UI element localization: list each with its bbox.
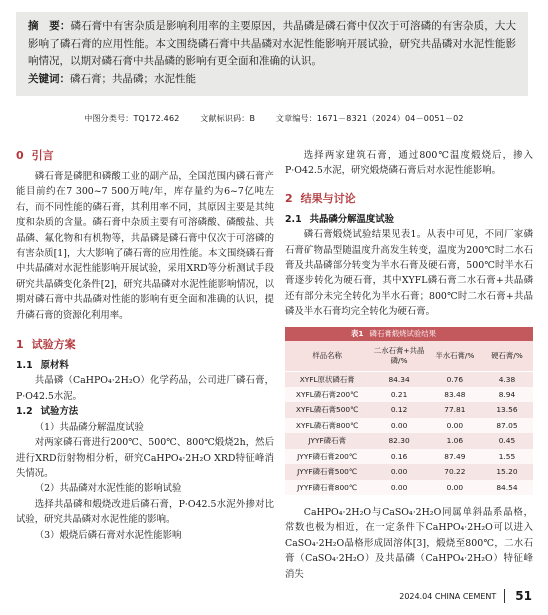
page-number: 51 [515,589,532,603]
left-column [16,148,274,543]
value-cell: 1.06 [429,433,481,448]
classification-info [0,113,548,124]
section1-1-heading: 1.1 原材料 [16,360,69,372]
table-header-cell: 半水石膏/% [429,341,481,372]
value-cell: 0.76 [429,371,481,387]
method-item-2-paragraph: 选择共晶磷和煅烧改进后磷石膏，P·O42.5水泥外掺对比试验，研究共晶磷对水泥性能的影响。 [16,498,274,526]
table-row [285,464,533,479]
value-cell: 84.34 [369,371,429,387]
value-cell: 0.00 [369,418,429,433]
value-cell: 4.38 [481,371,533,387]
after-table-paragraph: CaHPO₄·2H₂O与CaSO₄·2H₂O同属单斜晶系晶格，常数也极为相近，在一定条件下CaHPO₄·2H₂O可以进入CaSO₄·2H₂O晶格形成固溶体[3]，煅烧至800℃，二水石膏（CaSO₄·2H₂O）及共晶磷（CaHPO₄·2H₂O）特征峰消失 [285,506,533,580]
value-cell: 82.30 [369,433,429,448]
value-cell: 8.94 [481,387,533,402]
clc-number: 中图分类号：TQ172.462 [84,114,180,123]
sample-name-cell: JYYF磷石膏800℃ [285,480,369,495]
materials-paragraph: 共晶磷（CaHPO₄·2H₂O）化学药品，公司进厂磷石膏，P·O42.5水泥。 [16,375,274,402]
value-cell: 70.22 [429,464,481,479]
page-footer [399,589,532,603]
document-code: 文献标识码：B [200,114,256,123]
journal-issue: 2024.04 CHINA CEMENT [399,591,497,601]
abstract-label: 摘 要： [28,20,71,32]
section2-1-heading: 2.1 共晶磷分解温度试验 [285,213,394,225]
section1-2-heading: 1.2 试验方法 [16,406,79,418]
value-cell: 0.12 [369,402,429,417]
table-1-caption: 表1 磷石膏煅烧试验结果 [285,327,533,341]
value-cell: 0.16 [369,449,429,464]
value-cell: 15.20 [481,464,533,479]
results-paragraph: 磷石膏煅烧试验结果见表1。从表中可见，不同厂家磷石膏矿物晶型随温度升高发生转变，温度为200℃时二水石膏及共晶磷部分转变为半水石膏及硬石膏，500℃时半水石膏逐步转化为硬石膏，其中XYFL磷石膏二水石膏+共晶磷还有部分未完全转化为半水石膏；800℃时二水石膏+共晶磷及半水石膏均完全转化为硬石膏。 [285,229,533,318]
abstract-box [16,12,528,96]
value-cell: 0.00 [369,464,429,479]
sample-name-cell: XYFL原状磷石膏 [285,371,369,387]
table-1 [285,327,533,495]
table-row [285,449,533,464]
method-item-1-paragraph: 对两家磷石膏进行200℃、500℃、800℃煅烧2h，然后进行XRD衍射物相分析，研究CaHPO₄·2H₂O XRD特征峰消失情况。 [16,437,274,479]
value-cell: 0.21 [369,387,429,402]
keywords-text: 磷石膏；共晶磷；水泥性能 [70,72,196,85]
value-cell: 0.45 [481,433,533,448]
sample-name-cell: XYFL磷石膏200℃ [285,387,369,402]
right-column [285,148,533,582]
table-row [285,418,533,433]
value-cell: 77.81 [429,402,481,417]
table-row [285,480,533,495]
sample-name-cell: XYFL磷石膏800℃ [285,418,369,433]
sample-name-cell: JYYF磷石膏500℃ [285,464,369,479]
value-cell: 0.00 [429,480,481,495]
value-cell: 87.49 [429,449,481,464]
keywords-label: 关键词： [28,72,70,85]
section1-heading: 1 试验方案 [16,338,76,352]
sample-name-cell: JYYF磷石膏 [285,433,369,448]
method-item-3: （3）煅烧后磷石膏对水泥性能影响 [34,529,182,541]
table-header-row [285,341,533,372]
table-row [285,402,533,417]
intro-paragraph: 磷石膏是磷肥和磷酸工业的副产品，全国范围内磷石膏产能目前约在7 300~7 500万吨/年，库存量约为6~7亿吨左右，而不同性能的磷石膏，其利用率不同，其原因主要是其纯度和杂质的含量。磷石膏中杂质主要有可溶磷酸、磷酸盐、共晶磷、氟化物和有机物等，共晶磷是磷石膏中仅次于可溶磷的有害杂质[1]，大大影响了磷石膏的应用性能。本文围绕磷石膏中共晶磷对水泥性能影响开展试验，采用XRD等分析测试手段研究共晶磷变化条件[2]，研究共晶磷对水泥性能影响情况，以期对磷石膏中共晶磷对性能的影响有更全面和准确的认识，提升磷石膏的资源化利用率。 [16,171,274,321]
table-header-cell: 二水石膏+共晶磷/% [369,341,429,372]
sample-name-cell: JYYF磷石膏200℃ [285,449,369,464]
method-item-2: （2）共晶磷对水泥性能的影响试验 [34,483,182,495]
value-cell: 84.54 [481,480,533,495]
table-row [285,387,533,402]
abstract-text: 磷石膏中有害杂质是影响利用率的主要原因，共晶磷是磷石膏中仅次于可溶磷的有害杂质，大大影响了磷石膏的应用性能。本文围绕磷石膏中共晶磷对水泥性能影响开展试验，研究共晶磷对水泥性能影响情况，以期对磷石膏中共晶磷的影响有更全面和准确的认识。 [28,20,517,67]
footer-divider [504,589,505,603]
method-item-1: （1）共晶磷分解温度试验 [34,421,144,433]
keywords [28,71,516,88]
value-cell: 0.00 [369,480,429,495]
table-header-cell: 样品名称 [285,341,369,372]
abstract [28,18,516,71]
right-top-paragraph: 选择两家建筑石膏，通过800℃温度煅烧后，掺入P·O42.5水泥，研究煅烧磷石膏后对水泥性能影响。 [285,150,533,177]
table-header-cell: 硬石膏/% [481,341,533,372]
article-number: 文章编号：1671－8321（2024）04－0051－02 [275,114,464,123]
table-row [285,433,533,448]
sample-name-cell: XYFL磷石膏500℃ [285,402,369,417]
value-cell: 13.56 [481,402,533,417]
section2-heading: 2 结果与讨论 [285,191,356,205]
value-cell: 1.55 [481,449,533,464]
value-cell: 87.05 [481,418,533,433]
table-1-grid [285,341,533,495]
value-cell: 0.00 [429,418,481,433]
intro-heading: 0 引言 [16,149,54,162]
table-row [285,371,533,387]
value-cell: 83.48 [429,387,481,402]
